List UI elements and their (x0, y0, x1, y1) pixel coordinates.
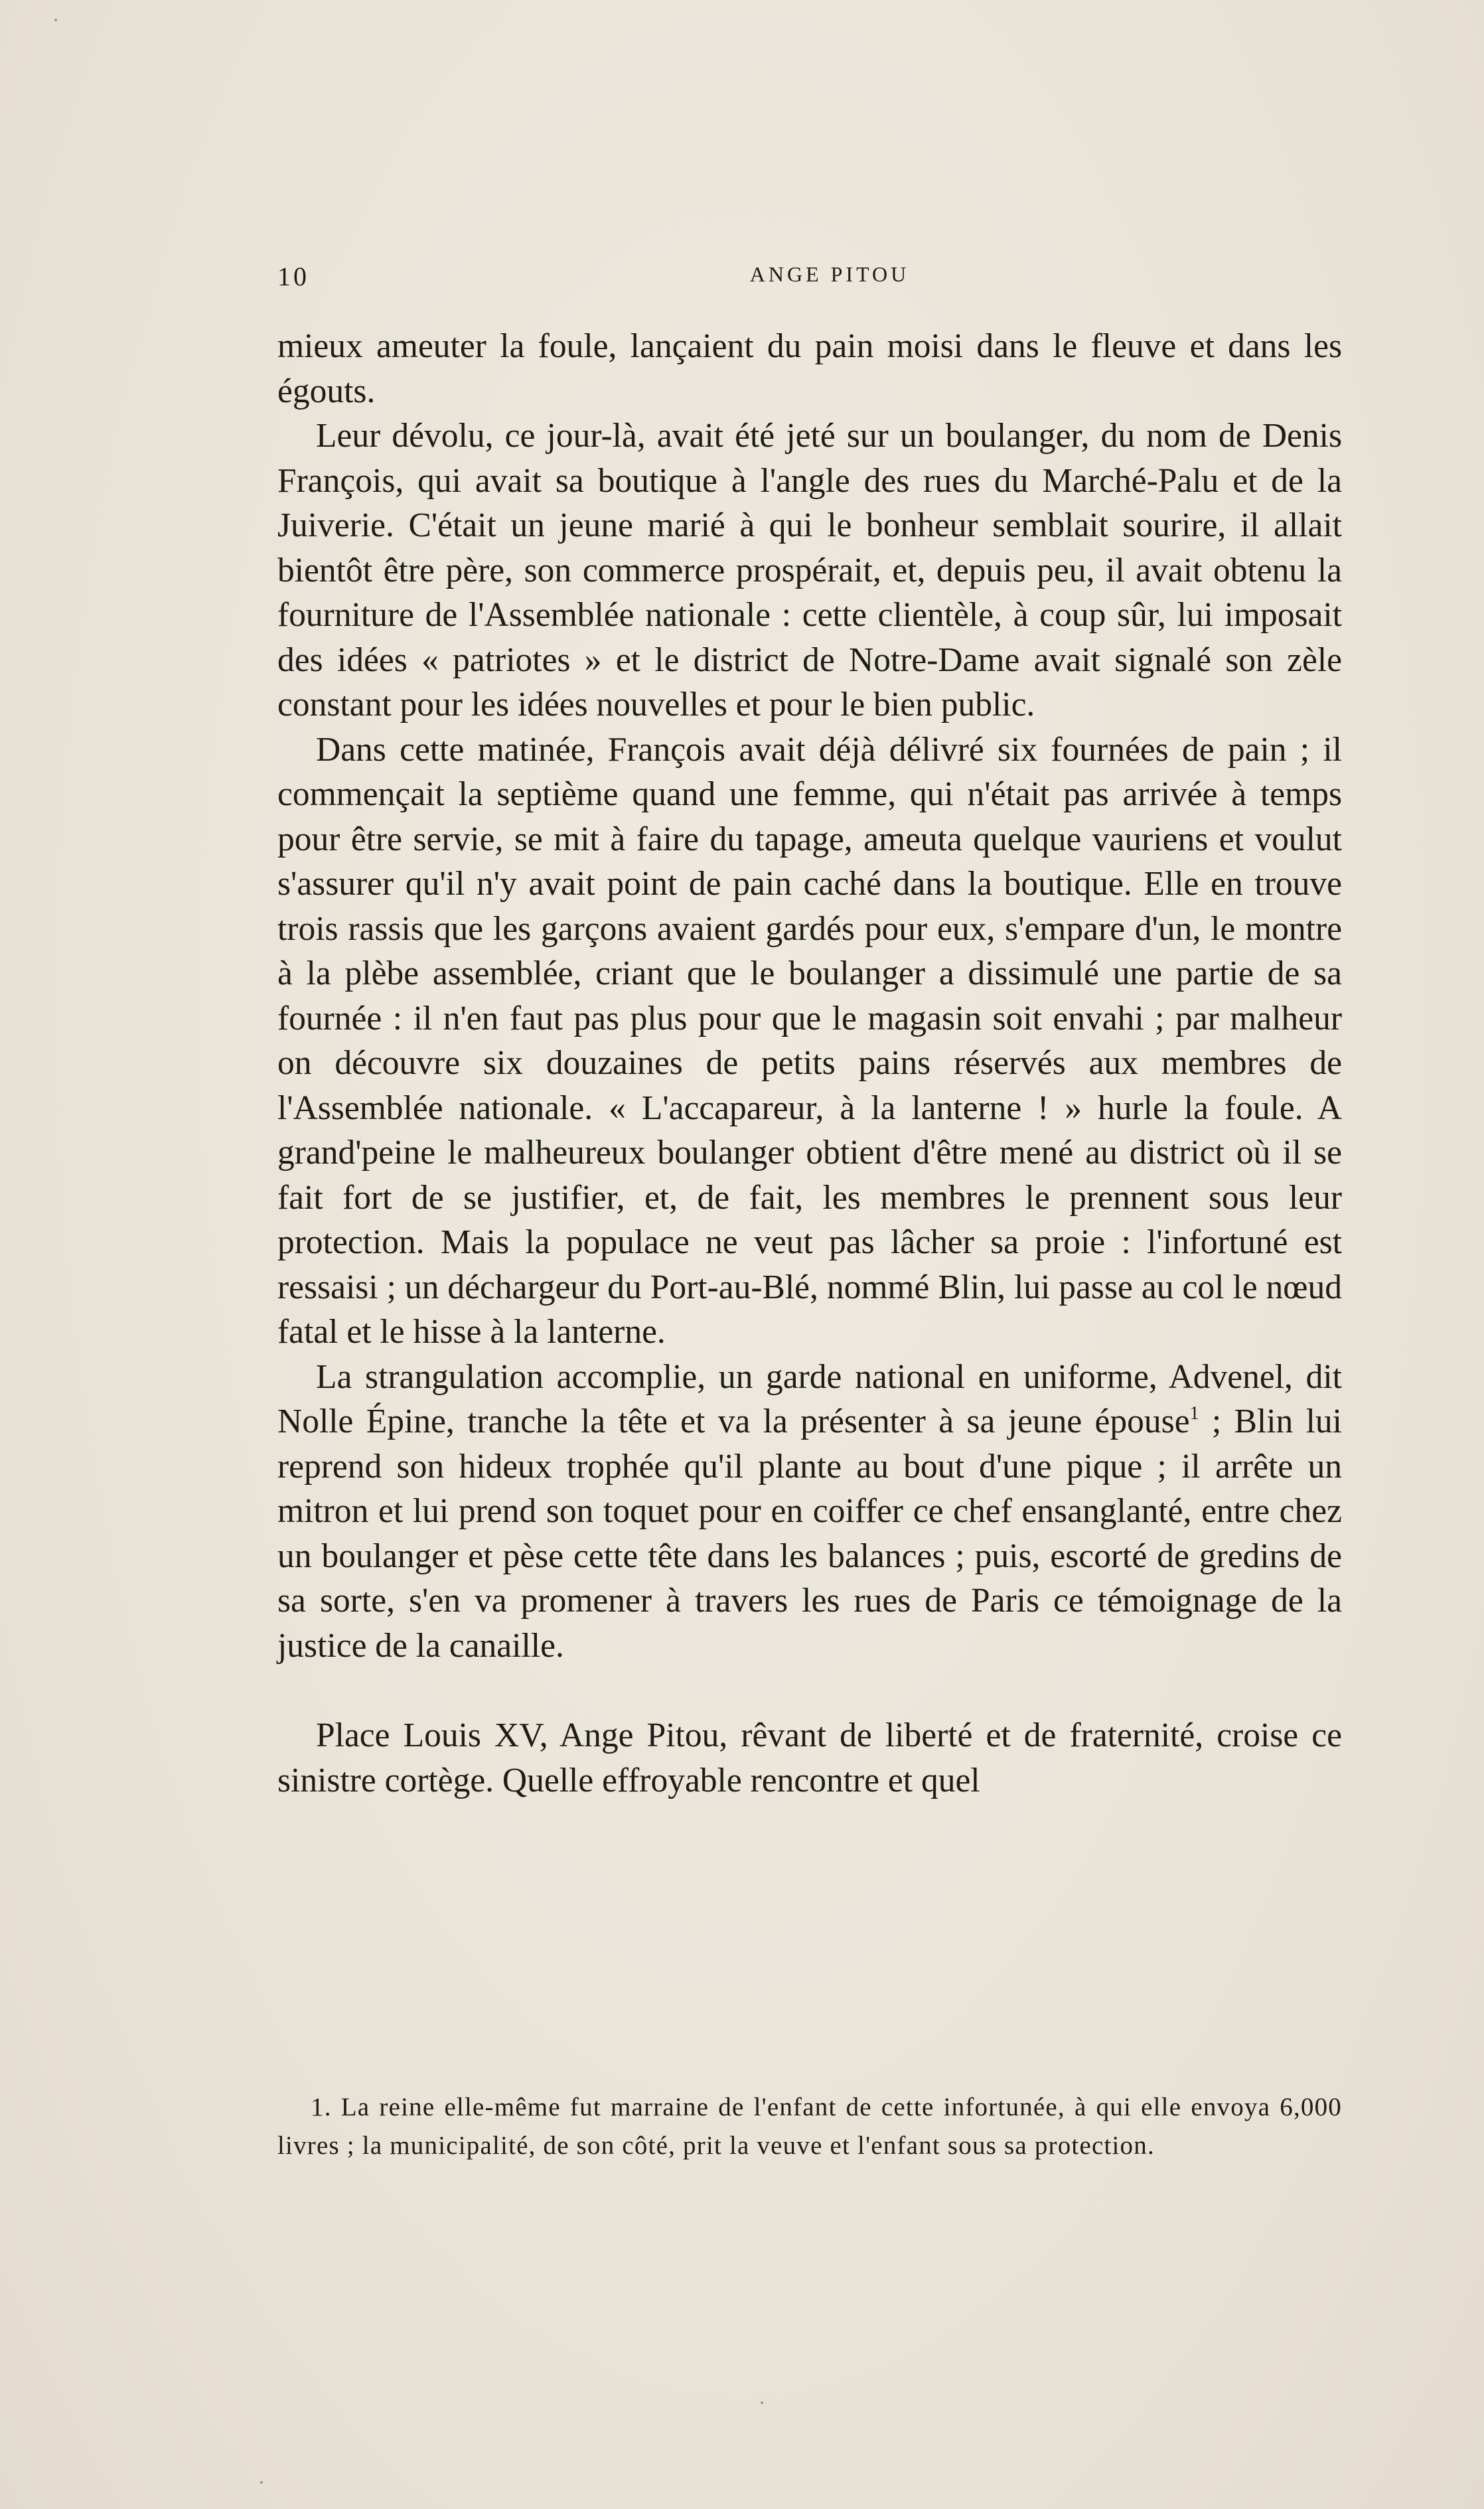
paper-speck (54, 19, 57, 21)
paragraph-continued: mieux ameuter la foule, lançaient du pain moisi dans le fleuve et dans les égouts. (277, 327, 1342, 410)
paragraph-boulanger: Leur dévolu, ce jour-là, avait été jeté sur un boulanger, du nom de Denis François, qui avait sa boutique à l'angle des rues du Marché-Palu et de la Juiverie. C'était un jeune marié à qui le bonheur semblait sourire, il allait bientôt être père, son commerce prospérait, et, depuis peu, il avait obtenu la fourniture de l'Assemblée nationale : cette clientèle, à coup sûr, lui imposait des idées « patriotes » et le district de Notre-Dame avait signalé son zèle constant pour les idées nouvelles et pour le bien public. (277, 417, 1342, 723)
page-number: 10 (277, 262, 309, 291)
paragraph-text-after-note: ; Blin lui reprend son hideux trophée qu'il plante au bout d'une pique ; il arrête un mitron et lui prend son toquet pour en coiffer ce chef ensanglanté, entre chez un boulanger et pèse cette tête dans les balances ; puis, escorté de gredins de sa sorte, s'en va promener à travers les rues de Paris ce témoignage de la justice de la canaille. (277, 1403, 1342, 1665)
paragraph-place-louis-xv: Place Louis XV, Ange Pitou, rêvant de liberté et de fraternité, croise ce sinistre cortège. Quelle effroyable rencontre et quel (277, 1716, 1342, 1799)
running-head (277, 261, 1342, 294)
paragraph-matinee: Dans cette matinée, François avait déjà délivré six fournées de pain ; il commençait la septième quand une femme, qui n'était pas arrivée à temps pour être servie, se mit à faire du tapage, ameuta quelque vauriens et voulut s'assurer qu'il n'y avait point de pain caché dans la boutique. Elle en trouve trois rassis que les garçons avaient gardés pour eux, s'empare d'un, le montre à la plèbe assemblée, criant que le boulanger a dissimulé une partie de sa fournée : il n'en faut pas plus pour que le magasin soit envahi ; par malheur on découvre six douzaines de petits pains réservés aux membres de l'Assemblée nationale. « L'accapareur, à la lanterne ! » hurle la foule. A grand'peine le malheureux boulanger obtient d'être mené au district où il se fait fort de se justifier, et, de fait, les membres le prennent sous leur protection. Mais la populace ne veut pas lâcher sa proie : l'infortuné est ressaisi ; un déchargeur du Port-au-Blé, nommé Blin, lui passe au col le nœud fatal et le hisse à la lanterne. (277, 730, 1342, 1351)
section-gap (277, 1668, 1342, 1713)
paragraph-strangulation (277, 1355, 1342, 1669)
footnote-marker: 1 (1189, 1403, 1199, 1424)
paper-speck (260, 2481, 263, 2484)
paragraph-text-before-note: La strangulation accomplie, un garde national en uniforme, Advenel, dit Nolle Épine, tranche la tête et va la présenter à sa jeune épouse (277, 1357, 1342, 1440)
footnote-1: 1. La reine elle-même fut marraine de l'enfant de cette infortunée, à qui elle envoya 6,000 livres ; la municipalité, de son côté, prit la veuve et l'enfant sous sa protection. (277, 2093, 1342, 2160)
body-text (277, 324, 1342, 1803)
footnotes (277, 2088, 1342, 2165)
running-title: ANGE PITOU (749, 262, 910, 286)
paper-speck (761, 2401, 763, 2404)
